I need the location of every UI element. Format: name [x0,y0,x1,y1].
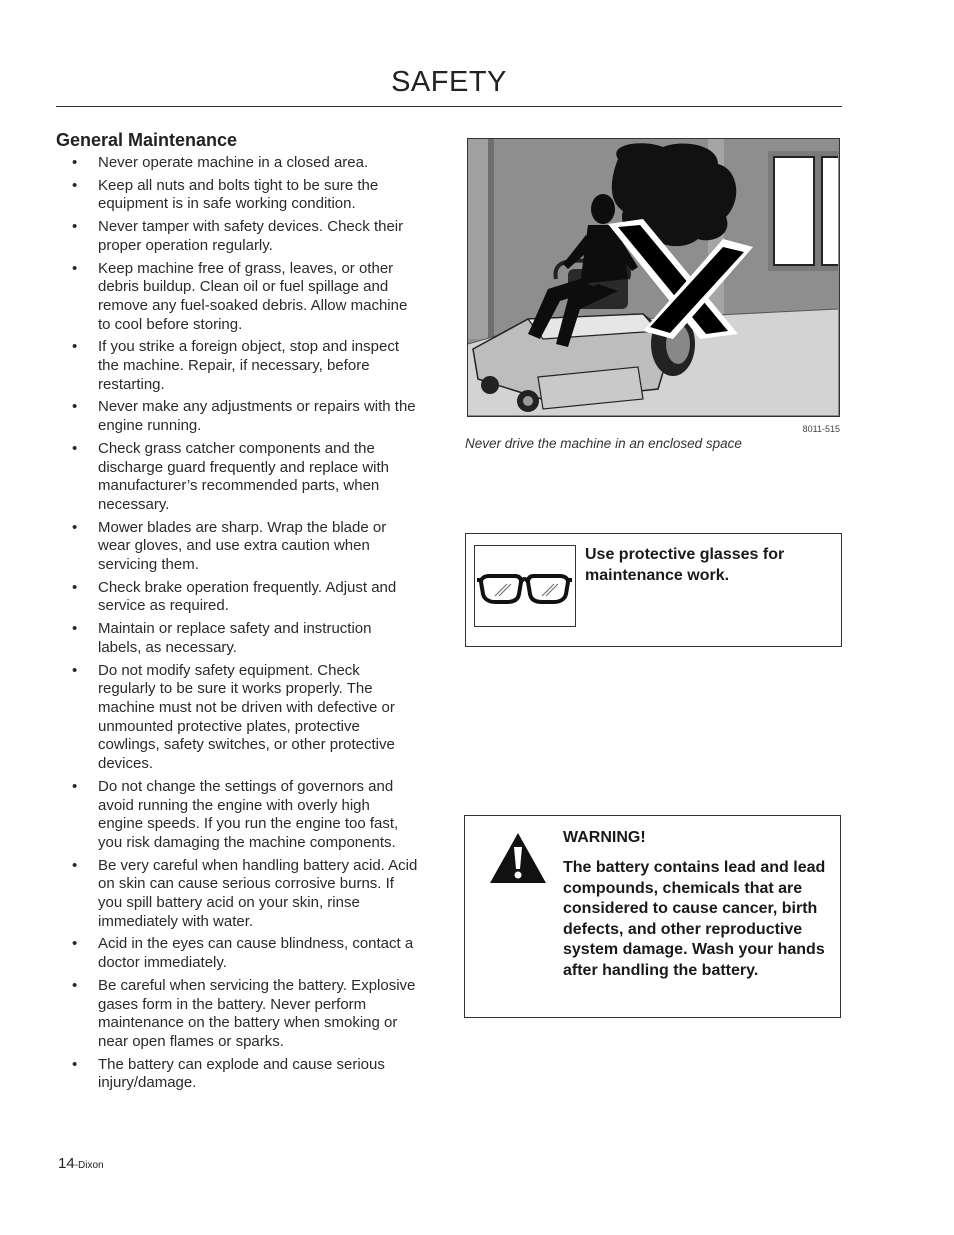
list-item-text: Never make any adjustments or repairs with the engine running. [98,398,416,435]
protective-glasses-notice [465,533,842,647]
list-item-text: Be careful when servicing the battery. Explosive gases form in the battery. Never perform maintenance on the battery when smoking or near open flames or sparks. [98,976,416,1050]
list-item [56,154,418,173]
bullet-icon: • [72,154,78,171]
list-item [56,338,418,394]
list-item [56,579,418,616]
list-item-text: If you strike a foreign object, stop and inspect the machine. Repair, if necessary, before restarting. [98,338,400,393]
list-item [56,977,418,1052]
list-item-text: Be very careful when handling battery acid. Acid on skin can cause serious corrosive burns. If you spill battery acid on your skin, rinse immediately with water. [98,856,418,930]
safety-glasses-icon [475,546,574,625]
list-item [56,935,418,972]
footer-brand: -Dixon [74,1160,104,1171]
list-item [56,662,418,774]
maintenance-list [56,154,418,1097]
title-divider [56,106,842,107]
list-item [56,177,418,214]
list-item-text: The battery can explode and cause serious injury/damage. [98,1055,385,1092]
bullet-icon: • [72,218,78,236]
bullet-icon: • [72,338,78,356]
list-item-text: Mower blades are sharp. Wrap the blade or wear gloves, and use extra caution when servicing them. [98,518,387,574]
list-item [56,620,418,657]
list-item-text: Never operate machine in a closed area. [98,154,369,171]
warning-text: The battery contains lead and lead compounds, chemicals that are considered to cause cancer, birth defects, and other reproductive system damage. Wash your hands after handling the battery. [563,859,826,979]
list-item [56,1056,418,1093]
bullet-icon: • [72,777,78,795]
list-item [56,260,418,335]
battery-warning-box [464,815,841,1018]
list-item-text: Keep machine free of grass, leaves, or other debris buildup. Clean oil or fuel spillage and remove any fuel-soaked debris. Allow machine to cool before storing. [98,259,408,333]
list-item-text: Keep all nuts and bolts tight to be sure the equipment is in safe working condition. [98,176,379,213]
list-item [56,857,418,932]
page-number: 14 [58,1155,75,1172]
notice-text: Use protective glasses for maintenance work. [585,546,785,584]
warning-heading: WARNING! [563,829,646,846]
list-item-text: Acid in the eyes can cause blindness, contact a doctor immediately. [98,935,414,972]
list-item-text: Do not change the settings of governors and avoid running the engine with overly high engine speeds. If you run the engine too fast, you risk damaging the machine components. [98,777,399,851]
bullet-icon: • [72,620,78,638]
list-item-text: Check grass catcher components and the discharge guard frequently and replace with manufacturer’s recommended parts, when necessary. [98,439,390,513]
list-item-text: Never tamper with safety devices. Check their proper operation regularly. [98,218,404,254]
list-item [56,398,418,435]
bullet-icon: • [72,176,78,194]
bullet-icon: • [72,976,78,994]
figure-code: 8011-515 [802,424,840,434]
bullet-icon: • [72,856,78,874]
list-item [56,778,418,853]
bullet-icon: • [72,518,78,536]
section-heading: General Maintenance [56,130,238,150]
page-footer [58,1155,104,1172]
bullet-icon: • [72,398,78,416]
warning-triangle-icon [488,831,548,885]
list-item [56,218,418,255]
list-item [56,440,418,515]
mower-in-garage-illustration [468,139,838,415]
bullet-icon: • [72,259,78,277]
bullet-icon: • [72,661,78,679]
bullet-icon: • [72,1055,78,1073]
glasses-icon-frame [474,545,576,627]
bullet-icon: • [72,439,78,457]
list-item-text: Maintain or replace safety and instruction labels, as necessary. [98,620,372,656]
figure-caption: Never drive the machine in an enclosed space [465,436,742,451]
bullet-icon: • [72,578,78,596]
bullet-icon: • [72,935,78,953]
list-item-text: Check brake operation frequently. Adjust and service as required. [98,578,397,615]
page-title: SAFETY [391,66,507,98]
list-item [56,519,418,575]
enclosed-space-illustration [467,138,840,417]
list-item-text: Do not modify safety equipment. Check regularly to be sure it works properly. The machine must not be driven with defective or unmounted protective plates, protective cowlings, safety switches, or other protective devices. [98,661,395,773]
